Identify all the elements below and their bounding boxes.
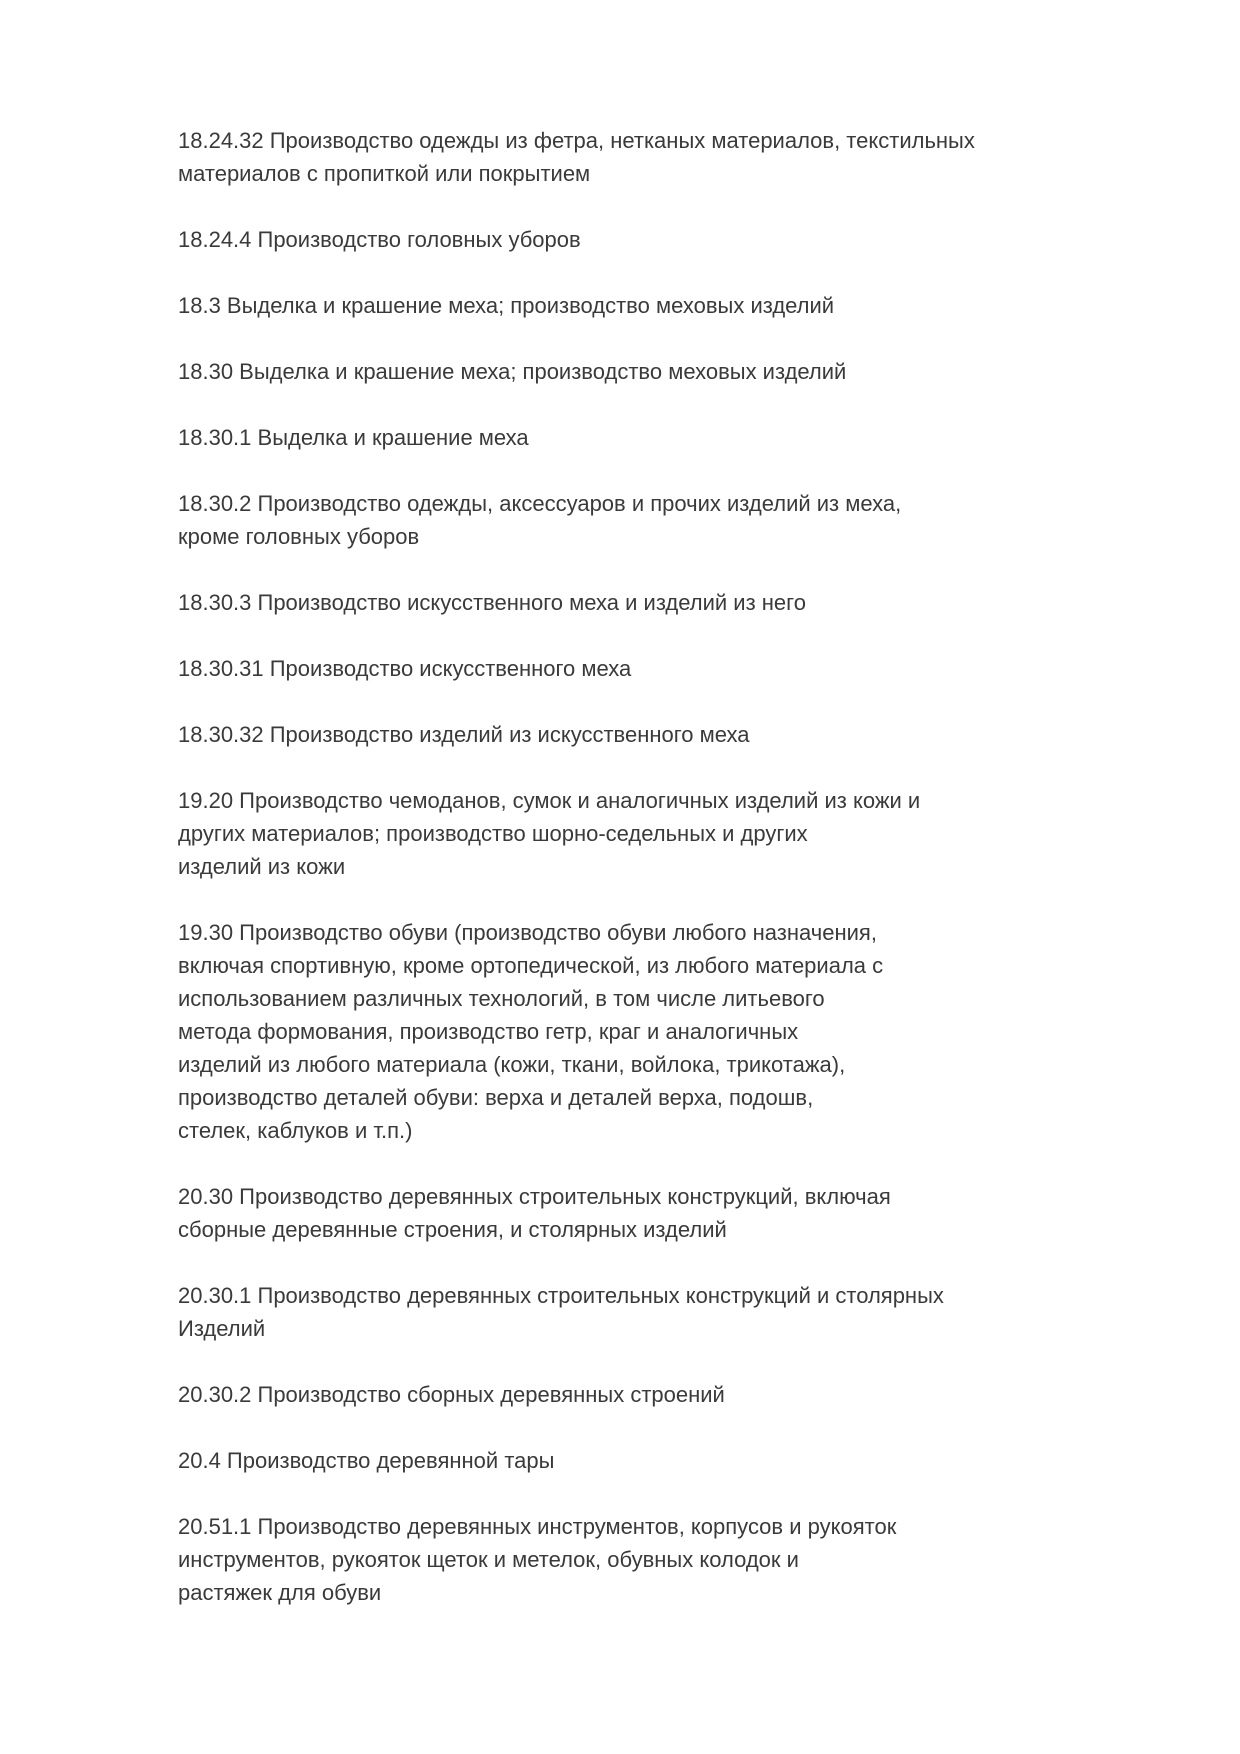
entry-line: материалов с пропиткой или покрытием [178, 161, 591, 186]
classification-entry [178, 1510, 1078, 1609]
classification-entry [178, 652, 1078, 685]
entry-line: 20.30 Производство деревянных строительных конструкций, включая [178, 1184, 891, 1209]
classification-entry [178, 421, 1078, 454]
entry-line: 20.4 Производство деревянной тары [178, 1448, 555, 1473]
entry-line: 18.30 Выделка и крашение меха; производство меховых изделий [178, 359, 847, 384]
entry-line: включая спортивную, кроме ортопедической, из любого материала с [178, 953, 884, 978]
entry-line: 20.51.1 Производство деревянных инструментов, корпусов и рукояток [178, 1514, 897, 1539]
classification-entry [178, 1180, 1078, 1246]
classification-entry [178, 223, 1078, 256]
entry-line: кроме головных уборов [178, 524, 420, 549]
document-body [178, 124, 1078, 1642]
classification-entry [178, 586, 1078, 619]
entry-line: инструментов, рукояток щеток и метелок, обувных колодок и [178, 1547, 799, 1572]
entry-line: других материалов; производство шорно-седельных и других [178, 821, 808, 846]
entry-line: растяжек для обуви [178, 1580, 382, 1605]
entry-line: 18.24.32 Производство одежды из фетра, нетканых материалов, текстильных [178, 128, 975, 153]
entry-line: 19.30 Производство обуви (производство обуви любого назначения, [178, 920, 877, 945]
classification-entry [178, 1279, 1078, 1345]
classification-entry [178, 289, 1078, 322]
classification-entry [178, 1378, 1078, 1411]
entry-line: 18.30.31 Производство искусственного меха [178, 656, 632, 681]
classification-entry [178, 124, 1078, 190]
entry-line: 18.24.4 Производство головных уборов [178, 227, 581, 252]
classification-entry [178, 1444, 1078, 1477]
entry-line: стелек, каблуков и т.п.) [178, 1118, 413, 1143]
classification-entry [178, 487, 1078, 553]
classification-entry [178, 916, 1078, 1147]
entry-line: 20.30.2 Производство сборных деревянных строений [178, 1382, 725, 1407]
classification-entry [178, 718, 1078, 751]
entry-line: сборные деревянные строения, и столярных изделий [178, 1217, 727, 1242]
entry-line: производство деталей обуви: верха и деталей верха, подошв, [178, 1085, 814, 1110]
entry-line: 19.20 Производство чемоданов, сумок и аналогичных изделий из кожи и [178, 788, 921, 813]
entry-line: 18.30.1 Выделка и крашение меха [178, 425, 529, 450]
classification-entry [178, 355, 1078, 388]
entry-line: Изделий [178, 1316, 266, 1341]
classification-entry [178, 784, 1078, 883]
entry-line: 18.30.3 Производство искусственного меха и изделий из него [178, 590, 806, 615]
entry-line: 18.3 Выделка и крашение меха; производство меховых изделий [178, 293, 835, 318]
entry-line: 18.30.32 Производство изделий из искусственного меха [178, 722, 750, 747]
entry-line: изделий из любого материала (кожи, ткани, войлока, трикотажа), [178, 1052, 846, 1077]
entry-line: 18.30.2 Производство одежды, аксессуаров и прочих изделий из меха, [178, 491, 902, 516]
entry-line: использованием различных технологий, в том числе литьевого [178, 986, 825, 1011]
entry-line: 20.30.1 Производство деревянных строительных конструкций и столярных [178, 1283, 944, 1308]
entry-line: метода формования, производство гетр, краг и аналогичных [178, 1019, 799, 1044]
entry-line: изделий из кожи [178, 854, 346, 879]
